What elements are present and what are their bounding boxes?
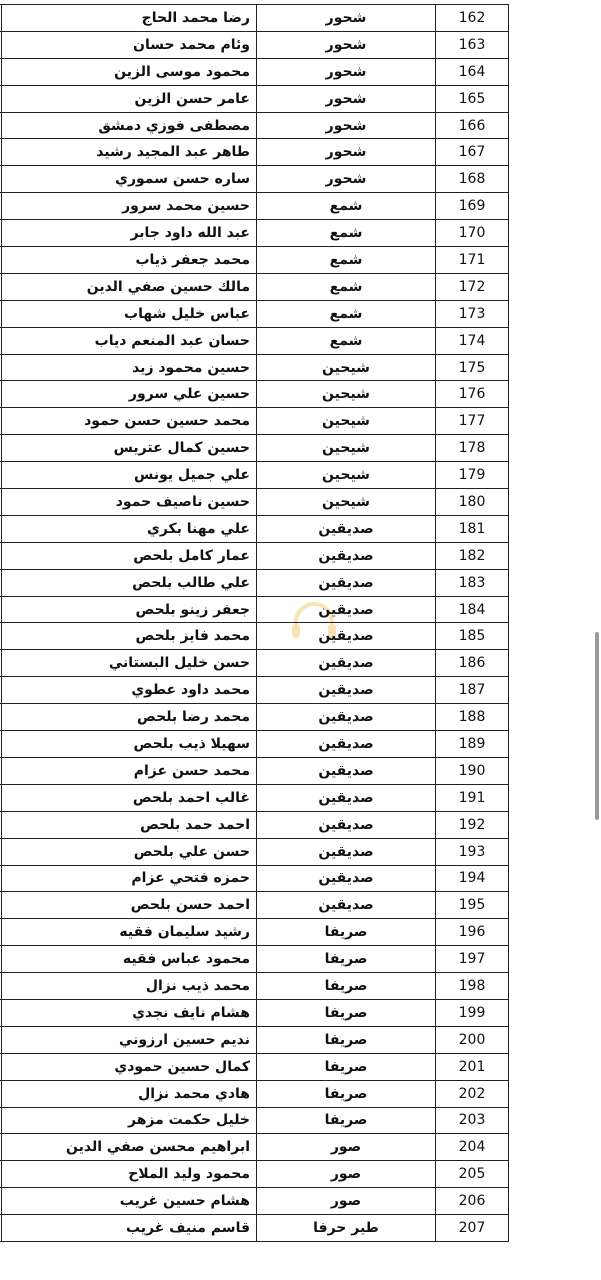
town-cell: صديقين [257, 731, 436, 758]
name-cell: قاسم منيف غريب [2, 1215, 257, 1242]
table-row [0, 811, 509, 838]
town-cell: شيحين [257, 489, 436, 516]
number-cell: 190 [436, 757, 509, 784]
table-row [0, 650, 509, 677]
town-cell: شمع [257, 247, 436, 274]
town-cell: شيحين [257, 354, 436, 381]
town-cell: شيحين [257, 408, 436, 435]
number-cell: 164 [436, 58, 509, 85]
number-cell: 188 [436, 704, 509, 731]
name-cell: طاهر عبد المجيد رشيد [2, 139, 257, 166]
town-cell: شحور [257, 5, 436, 32]
name-cell: كمال حسين حمودي [2, 1053, 257, 1080]
number-cell: 171 [436, 247, 509, 274]
number-cell: 180 [436, 489, 509, 516]
table-row [0, 354, 509, 381]
table-row [0, 515, 509, 542]
table-row [0, 381, 509, 408]
name-cell: محمد فايز بلحص [2, 623, 257, 650]
name-cell: مصطفى فوزي دمشق [2, 112, 257, 139]
table-row [0, 1188, 509, 1215]
name-cell: خليل حكمت مزهر [2, 1107, 257, 1134]
name-cell: احمد حسن بلحص [2, 892, 257, 919]
town-cell: شحور [257, 112, 436, 139]
number-cell: 187 [436, 677, 509, 704]
number-cell: 166 [436, 112, 509, 139]
number-cell: 203 [436, 1107, 509, 1134]
number-cell: 189 [436, 731, 509, 758]
name-cell: عامر حسن الزين [2, 85, 257, 112]
town-cell: صريفا [257, 1080, 436, 1107]
town-cell: صديقين [257, 892, 436, 919]
table-row [0, 784, 509, 811]
table-row [0, 300, 509, 327]
name-cell: حسن علي بلحص [2, 838, 257, 865]
number-cell: 195 [436, 892, 509, 919]
name-cell: علي مهنا بكري [2, 515, 257, 542]
number-cell: 185 [436, 623, 509, 650]
town-cell: صديقين [257, 865, 436, 892]
table-row [0, 542, 509, 569]
number-cell: 196 [436, 919, 509, 946]
number-cell: 163 [436, 31, 509, 58]
table-row [0, 462, 509, 489]
town-cell: صديقين [257, 784, 436, 811]
town-cell: شحور [257, 166, 436, 193]
name-cell: حسين محمد سرور [2, 193, 257, 220]
town-cell: طير حرفا [257, 1215, 436, 1242]
number-cell: 205 [436, 1161, 509, 1188]
table-row [0, 919, 509, 946]
town-cell: صريفا [257, 1053, 436, 1080]
number-cell: 177 [436, 408, 509, 435]
name-cell: نديم حسين ارزوني [2, 1026, 257, 1053]
town-cell: شمع [257, 220, 436, 247]
town-cell: شمع [257, 327, 436, 354]
number-cell: 181 [436, 515, 509, 542]
number-cell: 167 [436, 139, 509, 166]
town-cell: صديقين [257, 677, 436, 704]
table-row [0, 5, 509, 32]
name-cell: محمد ذيب نزال [2, 973, 257, 1000]
town-cell: صريفا [257, 946, 436, 973]
name-cell: علي طالب بلحص [2, 569, 257, 596]
table-row [0, 166, 509, 193]
name-cell: محمود عباس فقيه [2, 946, 257, 973]
name-cell: محمد جعفر ذياب [2, 247, 257, 274]
number-cell: 192 [436, 811, 509, 838]
town-cell: صديقين [257, 704, 436, 731]
name-cell: رشيد سليمان فقيه [2, 919, 257, 946]
name-cell: محمد داود عطوي [2, 677, 257, 704]
name-cell: هادي محمد نزال [2, 1080, 257, 1107]
table-row [0, 139, 509, 166]
name-cell: محمد حسين حسن حمود [2, 408, 257, 435]
town-cell: صديقين [257, 542, 436, 569]
name-cell: غالب احمد بلحص [2, 784, 257, 811]
number-cell: 169 [436, 193, 509, 220]
table-row [0, 731, 509, 758]
name-cell: محمود موسى الزين [2, 58, 257, 85]
table-row [0, 31, 509, 58]
number-cell: 179 [436, 462, 509, 489]
name-cell: وئام محمد حسان [2, 31, 257, 58]
name-cell: حسين كمال عتريس [2, 435, 257, 462]
table-row [0, 85, 509, 112]
table-row [0, 973, 509, 1000]
name-cell: جعفر زينو بلحص [2, 596, 257, 623]
number-cell: 200 [436, 1026, 509, 1053]
table-row [0, 1215, 509, 1242]
number-cell: 165 [436, 85, 509, 112]
number-cell: 184 [436, 596, 509, 623]
table-row [0, 838, 509, 865]
number-cell: 182 [436, 542, 509, 569]
town-cell: شحور [257, 31, 436, 58]
town-cell: صور [257, 1134, 436, 1161]
number-cell: 176 [436, 381, 509, 408]
town-cell: صديقين [257, 811, 436, 838]
table-row [0, 596, 509, 623]
table-row [0, 569, 509, 596]
table-row [0, 273, 509, 300]
table-row [0, 1161, 509, 1188]
number-cell: 201 [436, 1053, 509, 1080]
table-row [0, 435, 509, 462]
town-cell: صريفا [257, 1026, 436, 1053]
town-cell: شحور [257, 58, 436, 85]
town-cell: صور [257, 1161, 436, 1188]
table-row [0, 1080, 509, 1107]
town-cell: صديقين [257, 838, 436, 865]
town-cell: شمع [257, 300, 436, 327]
number-cell: 194 [436, 865, 509, 892]
name-cell: ساره حسن سموري [2, 166, 257, 193]
town-cell: صريفا [257, 1107, 436, 1134]
town-cell: صديقين [257, 757, 436, 784]
table-row [0, 757, 509, 784]
number-cell: 168 [436, 166, 509, 193]
table-row [0, 58, 509, 85]
name-cell: عباس خليل شهاب [2, 300, 257, 327]
number-cell: 204 [436, 1134, 509, 1161]
town-cell: صديقين [257, 623, 436, 650]
table-row [0, 946, 509, 973]
table-row [0, 677, 509, 704]
table-row [0, 112, 509, 139]
name-cell: علي جميل يونس [2, 462, 257, 489]
town-cell: شيحين [257, 381, 436, 408]
number-cell: 162 [436, 5, 509, 32]
table-row [0, 623, 509, 650]
town-cell: صديقين [257, 569, 436, 596]
table-row [0, 193, 509, 220]
number-cell: 206 [436, 1188, 509, 1215]
number-cell: 172 [436, 273, 509, 300]
town-cell: شحور [257, 85, 436, 112]
name-cell: حسين علي سرور [2, 381, 257, 408]
town-cell: صريفا [257, 973, 436, 1000]
name-cell: محمد رضا بلحص [2, 704, 257, 731]
town-cell: شمع [257, 273, 436, 300]
name-cell: حسين محمود زيد [2, 354, 257, 381]
name-cell: حسين ناصيف حمود [2, 489, 257, 516]
name-cell: هشام حسين غريب [2, 1188, 257, 1215]
town-cell: صديقين [257, 650, 436, 677]
number-cell: 199 [436, 999, 509, 1026]
table-row [0, 489, 509, 516]
table-row [0, 1134, 509, 1161]
number-cell: 175 [436, 354, 509, 381]
table-row [0, 1107, 509, 1134]
table-body [0, 5, 509, 1242]
table-row [0, 327, 509, 354]
number-cell: 198 [436, 973, 509, 1000]
name-cell: مالك حسين صفي الدين [2, 273, 257, 300]
number-cell: 197 [436, 946, 509, 973]
town-cell: شيحين [257, 435, 436, 462]
number-cell: 191 [436, 784, 509, 811]
name-cell: عمار كامل بلحص [2, 542, 257, 569]
town-cell: صور [257, 1188, 436, 1215]
table-row [0, 865, 509, 892]
number-cell: 178 [436, 435, 509, 462]
town-cell: شيحين [257, 462, 436, 489]
table-row [0, 892, 509, 919]
table-row [0, 1026, 509, 1053]
table-row [0, 408, 509, 435]
town-cell: صريفا [257, 999, 436, 1026]
name-cell: ابراهيم محسن صفي الدين [2, 1134, 257, 1161]
name-cell: حسن خليل البستاني [2, 650, 257, 677]
table-row [0, 1053, 509, 1080]
town-cell: صريفا [257, 919, 436, 946]
number-cell: 183 [436, 569, 509, 596]
scrollbar[interactable] [595, 632, 599, 820]
name-cell: رضا محمد الحاج [2, 5, 257, 32]
name-cell: هشام نايف نجدي [2, 999, 257, 1026]
number-cell: 173 [436, 300, 509, 327]
town-cell: شحور [257, 139, 436, 166]
table-row [0, 220, 509, 247]
name-cell: سهيلا ذيب بلحص [2, 731, 257, 758]
name-cell: حسان عبد المنعم دياب [2, 327, 257, 354]
table-row [0, 704, 509, 731]
number-cell: 207 [436, 1215, 509, 1242]
town-cell: صديقين [257, 596, 436, 623]
names-table [0, 4, 509, 1242]
number-cell: 202 [436, 1080, 509, 1107]
number-cell: 174 [436, 327, 509, 354]
table-row [0, 999, 509, 1026]
name-cell: محمد حسن عزام [2, 757, 257, 784]
table-row [0, 247, 509, 274]
town-cell: صديقين [257, 515, 436, 542]
name-cell: عبد الله داود جابر [2, 220, 257, 247]
name-cell: حمزه فتحي عزام [2, 865, 257, 892]
name-cell: احمد حمد بلحص [2, 811, 257, 838]
number-cell: 170 [436, 220, 509, 247]
number-cell: 186 [436, 650, 509, 677]
town-cell: شمع [257, 193, 436, 220]
name-cell: محمود وليد الملاح [2, 1161, 257, 1188]
number-cell: 193 [436, 838, 509, 865]
